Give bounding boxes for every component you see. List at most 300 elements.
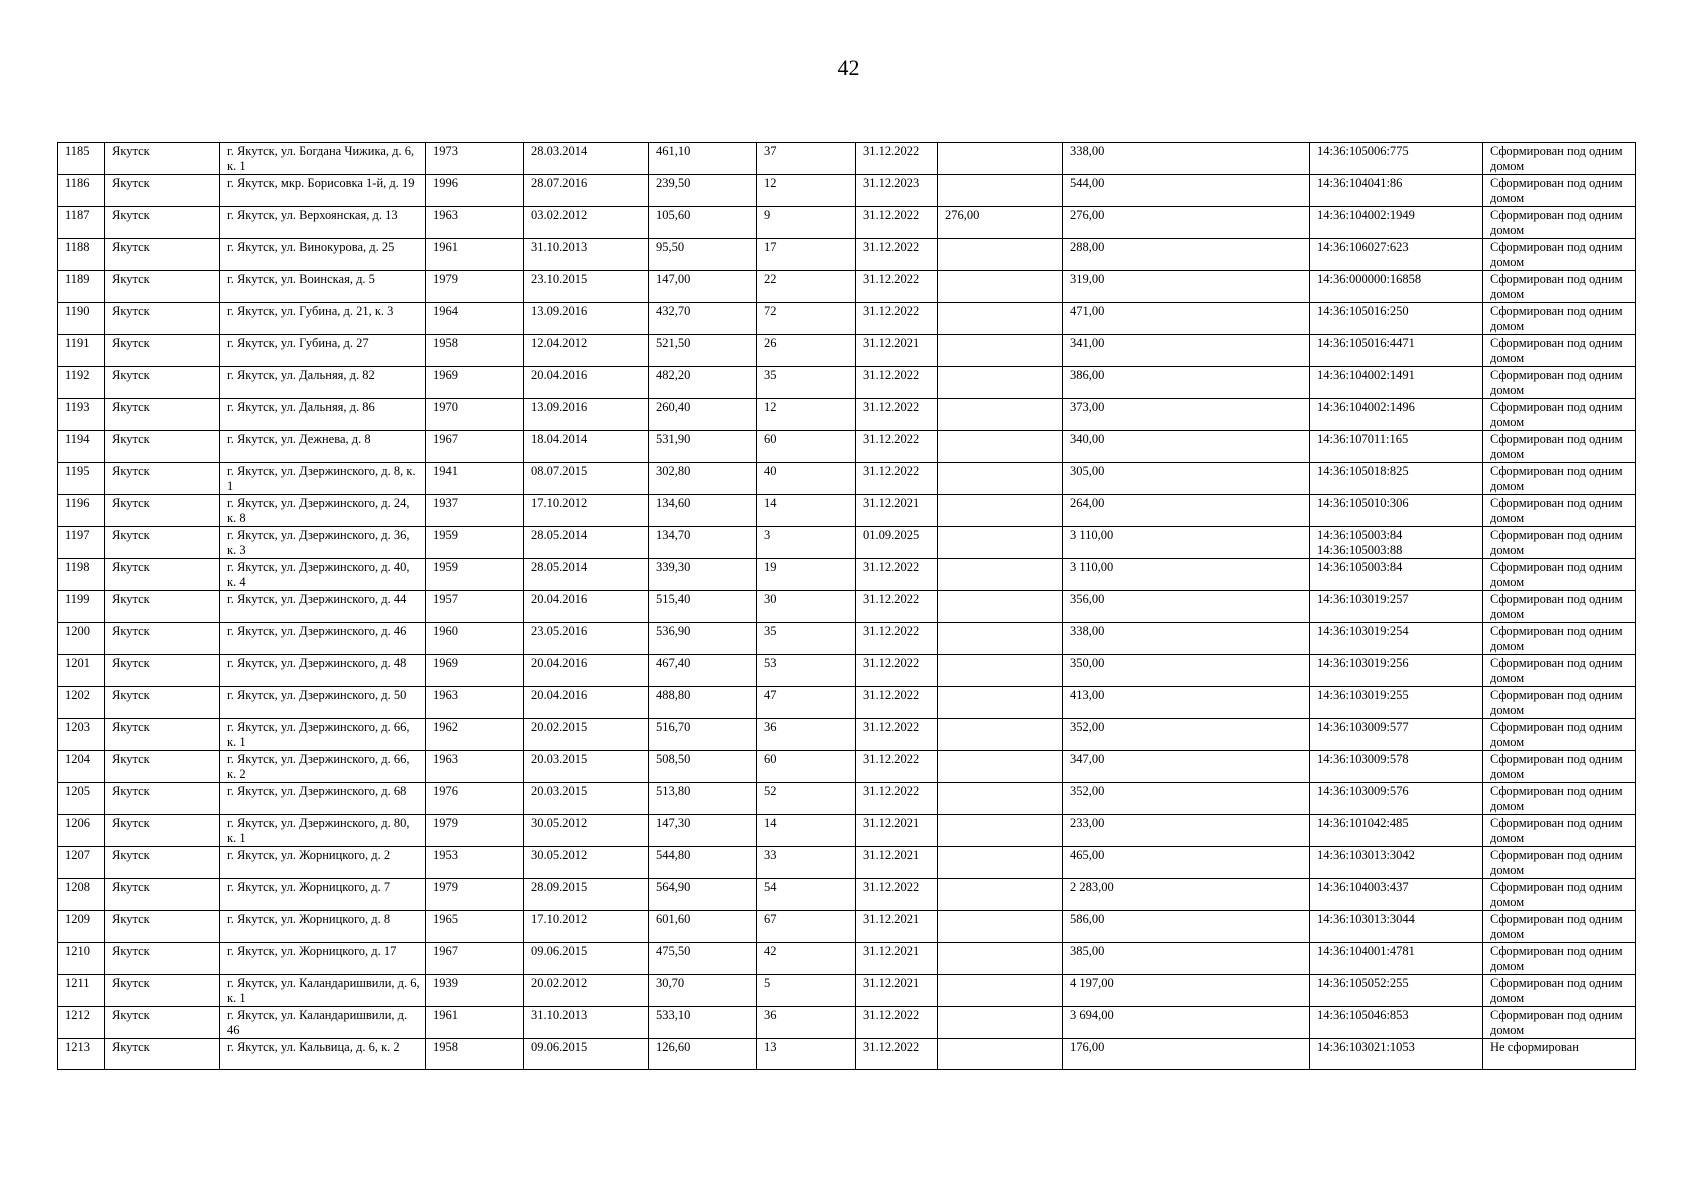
table-row — [58, 591, 1636, 623]
cell-row-number: 1203 — [58, 719, 105, 751]
cell-land-status: Сформирован под одним домом — [1483, 495, 1636, 527]
cell-cadastral-number: 14:36:103019:256 — [1310, 655, 1483, 687]
cell-land-status: Сформирован под одним домом — [1483, 815, 1636, 847]
cell-row-number: 1207 — [58, 847, 105, 879]
cell-land-status: Сформирован под одним домом — [1483, 687, 1636, 719]
cell-cost: 413,00 — [1063, 687, 1310, 719]
cell-row-number: 1198 — [58, 559, 105, 591]
cell-deadline-date: 01.09.2025 — [856, 527, 938, 559]
cell-area: 126,60 — [649, 1039, 757, 1070]
cell-residents: 52 — [757, 783, 856, 815]
cell-address: г. Якутск, ул. Дзержинского, д. 8, к. 1 — [220, 463, 426, 495]
cell-city: Якутск — [105, 527, 220, 559]
cell-cost: 465,00 — [1063, 847, 1310, 879]
cell-survey-date: 08.07.2015 — [524, 463, 649, 495]
cell-land-status: Сформирован под одним домом — [1483, 975, 1636, 1007]
cell-residents: 60 — [757, 431, 856, 463]
cell-extra-value — [938, 527, 1063, 559]
cell-extra-value — [938, 911, 1063, 943]
cell-cadastral-number: 14:36:106027:623 — [1310, 239, 1483, 271]
cell-cost: 3 694,00 — [1063, 1007, 1310, 1039]
cell-address: г. Якутск, ул. Богдана Чижика, д. 6, к. 1 — [220, 143, 426, 175]
cell-city: Якутск — [105, 879, 220, 911]
cell-cadastral-number: 14:36:000000:16858 — [1310, 271, 1483, 303]
table-row — [58, 303, 1636, 335]
cell-city: Якутск — [105, 303, 220, 335]
cell-area: 461,10 — [649, 143, 757, 175]
cell-build-year: 1965 — [426, 911, 524, 943]
cell-survey-date: 20.02.2015 — [524, 719, 649, 751]
cell-row-number: 1197 — [58, 527, 105, 559]
cell-city: Якутск — [105, 399, 220, 431]
cell-deadline-date: 31.12.2022 — [856, 399, 938, 431]
cell-address: г. Якутск, ул. Дзержинского, д. 40, к. 4 — [220, 559, 426, 591]
cell-build-year: 1953 — [426, 847, 524, 879]
cell-land-status: Сформирован под одним домом — [1483, 175, 1636, 207]
cell-address: г. Якутск, ул. Дзержинского, д. 50 — [220, 687, 426, 719]
cell-build-year: 1964 — [426, 303, 524, 335]
cell-row-number: 1205 — [58, 783, 105, 815]
cell-survey-date: 28.05.2014 — [524, 527, 649, 559]
cell-residents: 36 — [757, 1007, 856, 1039]
cell-area: 601,60 — [649, 911, 757, 943]
cell-deadline-date: 31.12.2022 — [856, 559, 938, 591]
cell-cost: 264,00 — [1063, 495, 1310, 527]
cell-build-year: 1939 — [426, 975, 524, 1007]
cell-residents: 47 — [757, 687, 856, 719]
cell-cost: 340,00 — [1063, 431, 1310, 463]
cell-address: г. Якутск, ул. Губина, д. 27 — [220, 335, 426, 367]
table-row — [58, 207, 1636, 239]
cell-cost: 176,00 — [1063, 1039, 1310, 1070]
cell-build-year: 1960 — [426, 623, 524, 655]
cell-build-year: 1959 — [426, 559, 524, 591]
cell-survey-date: 13.09.2016 — [524, 303, 649, 335]
cell-survey-date: 30.05.2012 — [524, 815, 649, 847]
cell-residents: 33 — [757, 847, 856, 879]
cell-extra-value — [938, 591, 1063, 623]
cell-survey-date: 31.10.2013 — [524, 1007, 649, 1039]
cell-residents: 72 — [757, 303, 856, 335]
table-row — [58, 911, 1636, 943]
cell-extra-value — [938, 879, 1063, 911]
cell-cadastral-number: 14:36:105003:84 14:36:105003:88 — [1310, 527, 1483, 559]
cell-deadline-date: 31.12.2021 — [856, 943, 938, 975]
cell-residents: 30 — [757, 591, 856, 623]
cell-build-year: 1996 — [426, 175, 524, 207]
cell-address: г. Якутск, ул. Губина, д. 21, к. 3 — [220, 303, 426, 335]
cell-build-year: 1962 — [426, 719, 524, 751]
cell-area: 564,90 — [649, 879, 757, 911]
cell-residents: 35 — [757, 623, 856, 655]
cell-build-year: 1973 — [426, 143, 524, 175]
cell-address: г. Якутск, ул. Дежнева, д. 8 — [220, 431, 426, 463]
cell-cadastral-number: 14:36:104002:1949 — [1310, 207, 1483, 239]
cell-extra-value — [938, 943, 1063, 975]
cell-survey-date: 09.06.2015 — [524, 1039, 649, 1070]
cell-land-status: Сформирован под одним домом — [1483, 655, 1636, 687]
cell-deadline-date: 31.12.2021 — [856, 815, 938, 847]
cell-city: Якутск — [105, 687, 220, 719]
cell-address: г. Якутск, ул. Дзержинского, д. 48 — [220, 655, 426, 687]
cell-survey-date: 23.10.2015 — [524, 271, 649, 303]
cell-row-number: 1190 — [58, 303, 105, 335]
cell-land-status: Сформирован под одним домом — [1483, 1007, 1636, 1039]
cell-deadline-date: 31.12.2021 — [856, 911, 938, 943]
cell-deadline-date: 31.12.2022 — [856, 655, 938, 687]
cell-residents: 5 — [757, 975, 856, 1007]
cell-row-number: 1200 — [58, 623, 105, 655]
cell-cost: 338,00 — [1063, 143, 1310, 175]
cell-survey-date: 20.04.2016 — [524, 367, 649, 399]
cell-area: 544,80 — [649, 847, 757, 879]
cell-city: Якутск — [105, 751, 220, 783]
cell-land-status: Сформирован под одним домом — [1483, 879, 1636, 911]
cell-deadline-date: 31.12.2022 — [856, 271, 938, 303]
cell-cadastral-number: 14:36:104003:437 — [1310, 879, 1483, 911]
cell-row-number: 1186 — [58, 175, 105, 207]
cell-area: 516,70 — [649, 719, 757, 751]
table-row — [58, 623, 1636, 655]
cell-land-status: Сформирован под одним домом — [1483, 527, 1636, 559]
cell-survey-date: 09.06.2015 — [524, 943, 649, 975]
cell-land-status: Сформирован под одним домом — [1483, 719, 1636, 751]
cell-build-year: 1976 — [426, 783, 524, 815]
table-row — [58, 943, 1636, 975]
cell-deadline-date: 31.12.2023 — [856, 175, 938, 207]
cell-residents: 17 — [757, 239, 856, 271]
cell-land-status: Сформирован под одним домом — [1483, 943, 1636, 975]
cell-residents: 35 — [757, 367, 856, 399]
cell-deadline-date: 31.12.2021 — [856, 847, 938, 879]
cell-city: Якутск — [105, 335, 220, 367]
cell-address: г. Якутск, ул. Жорницкого, д. 2 — [220, 847, 426, 879]
cell-address: г. Якутск, ул. Жорницкого, д. 17 — [220, 943, 426, 975]
cell-city: Якутск — [105, 719, 220, 751]
cell-land-status: Сформирован под одним домом — [1483, 143, 1636, 175]
cell-cadastral-number: 14:36:103013:3044 — [1310, 911, 1483, 943]
cell-residents: 26 — [757, 335, 856, 367]
cell-survey-date: 20.02.2012 — [524, 975, 649, 1007]
cell-cost: 386,00 — [1063, 367, 1310, 399]
cell-area: 533,10 — [649, 1007, 757, 1039]
cell-cost: 319,00 — [1063, 271, 1310, 303]
cell-address: г. Якутск, ул. Кальвица, д. 6, к. 2 — [220, 1039, 426, 1070]
cell-extra-value — [938, 431, 1063, 463]
cell-cadastral-number: 14:36:105018:825 — [1310, 463, 1483, 495]
cell-address: г. Якутск, ул. Дзержинского, д. 24, к. 8 — [220, 495, 426, 527]
cell-extra-value — [938, 687, 1063, 719]
table-row — [58, 431, 1636, 463]
cell-extra-value — [938, 239, 1063, 271]
cell-address: г. Якутск, ул. Дзержинского, д. 46 — [220, 623, 426, 655]
cell-build-year: 1970 — [426, 399, 524, 431]
cell-residents: 42 — [757, 943, 856, 975]
cell-extra-value — [938, 783, 1063, 815]
cell-address: г. Якутск, ул. Дзержинского, д. 68 — [220, 783, 426, 815]
cell-address: г. Якутск, ул. Дзержинского, д. 66, к. 2 — [220, 751, 426, 783]
cell-cadastral-number: 14:36:103019:254 — [1310, 623, 1483, 655]
cell-cost: 3 110,00 — [1063, 559, 1310, 591]
table-row — [58, 975, 1636, 1007]
cell-deadline-date: 31.12.2021 — [856, 975, 938, 1007]
cell-city: Якутск — [105, 271, 220, 303]
cell-cost: 373,00 — [1063, 399, 1310, 431]
cell-row-number: 1201 — [58, 655, 105, 687]
cell-residents: 54 — [757, 879, 856, 911]
table-row — [58, 495, 1636, 527]
cell-address: г. Якутск, ул. Дзержинского, д. 44 — [220, 591, 426, 623]
cell-cadastral-number: 14:36:105010:306 — [1310, 495, 1483, 527]
table-row — [58, 463, 1636, 495]
cell-extra-value — [938, 495, 1063, 527]
cell-cost: 341,00 — [1063, 335, 1310, 367]
table-row — [58, 335, 1636, 367]
table-row — [58, 1007, 1636, 1039]
cell-extra-value: 276,00 — [938, 207, 1063, 239]
cell-address: г. Якутск, ул. Воинская, д. 5 — [220, 271, 426, 303]
cell-build-year: 1969 — [426, 367, 524, 399]
cell-build-year: 1969 — [426, 655, 524, 687]
cell-area: 521,50 — [649, 335, 757, 367]
cell-address: г. Якутск, ул. Верхоянская, д. 13 — [220, 207, 426, 239]
cell-build-year: 1958 — [426, 335, 524, 367]
cell-extra-value — [938, 751, 1063, 783]
cell-extra-value — [938, 559, 1063, 591]
cell-cost: 385,00 — [1063, 943, 1310, 975]
cell-residents: 67 — [757, 911, 856, 943]
cell-city: Якутск — [105, 143, 220, 175]
cell-cadastral-number: 14:36:104001:4781 — [1310, 943, 1483, 975]
cell-address: г. Якутск, ул. Винокурова, д. 25 — [220, 239, 426, 271]
cell-row-number: 1194 — [58, 431, 105, 463]
cell-cadastral-number: 14:36:107011:165 — [1310, 431, 1483, 463]
cell-area: 105,60 — [649, 207, 757, 239]
cell-cadastral-number: 14:36:103009:577 — [1310, 719, 1483, 751]
table-row — [58, 655, 1636, 687]
cell-cost: 544,00 — [1063, 175, 1310, 207]
cell-build-year: 1961 — [426, 1007, 524, 1039]
cell-city: Якутск — [105, 431, 220, 463]
cell-build-year: 1937 — [426, 495, 524, 527]
cell-cadastral-number: 14:36:105016:250 — [1310, 303, 1483, 335]
cell-cost: 586,00 — [1063, 911, 1310, 943]
cell-area: 339,30 — [649, 559, 757, 591]
table-row — [58, 559, 1636, 591]
cell-deadline-date: 31.12.2022 — [856, 463, 938, 495]
cell-area: 482,20 — [649, 367, 757, 399]
cell-residents: 14 — [757, 815, 856, 847]
cell-extra-value — [938, 303, 1063, 335]
cell-city: Якутск — [105, 239, 220, 271]
cell-build-year: 1958 — [426, 1039, 524, 1070]
cell-land-status: Сформирован под одним домом — [1483, 239, 1636, 271]
cell-row-number: 1204 — [58, 751, 105, 783]
cell-city: Якутск — [105, 847, 220, 879]
cell-residents: 12 — [757, 399, 856, 431]
cell-deadline-date: 31.12.2022 — [856, 143, 938, 175]
cell-row-number: 1202 — [58, 687, 105, 719]
cell-build-year: 1963 — [426, 207, 524, 239]
cell-deadline-date: 31.12.2022 — [856, 879, 938, 911]
cell-row-number: 1199 — [58, 591, 105, 623]
cell-build-year: 1963 — [426, 687, 524, 719]
cell-city: Якутск — [105, 975, 220, 1007]
cell-row-number: 1188 — [58, 239, 105, 271]
cell-extra-value — [938, 399, 1063, 431]
cell-extra-value — [938, 975, 1063, 1007]
cell-area: 134,70 — [649, 527, 757, 559]
table-body — [58, 143, 1636, 1070]
cell-cost: 356,00 — [1063, 591, 1310, 623]
cell-survey-date: 03.02.2012 — [524, 207, 649, 239]
cell-residents: 37 — [757, 143, 856, 175]
cell-cadastral-number: 14:36:105006:775 — [1310, 143, 1483, 175]
cell-survey-date: 13.09.2016 — [524, 399, 649, 431]
cell-survey-date: 20.04.2016 — [524, 655, 649, 687]
cell-survey-date: 18.04.2014 — [524, 431, 649, 463]
cell-land-status: Сформирован под одним домом — [1483, 367, 1636, 399]
cell-area: 515,40 — [649, 591, 757, 623]
cell-deadline-date: 31.12.2022 — [856, 431, 938, 463]
cell-residents: 22 — [757, 271, 856, 303]
cell-extra-value — [938, 1007, 1063, 1039]
cell-cadastral-number: 14:36:105046:853 — [1310, 1007, 1483, 1039]
cell-survey-date: 12.04.2012 — [524, 335, 649, 367]
cell-area: 95,50 — [649, 239, 757, 271]
cell-cost: 305,00 — [1063, 463, 1310, 495]
table-row — [58, 879, 1636, 911]
cell-city: Якутск — [105, 623, 220, 655]
cell-cost: 4 197,00 — [1063, 975, 1310, 1007]
cell-survey-date: 20.03.2015 — [524, 783, 649, 815]
cell-row-number: 1211 — [58, 975, 105, 1007]
cell-deadline-date: 31.12.2021 — [856, 495, 938, 527]
cell-residents: 36 — [757, 719, 856, 751]
cell-row-number: 1185 — [58, 143, 105, 175]
cell-area: 467,40 — [649, 655, 757, 687]
cell-area: 488,80 — [649, 687, 757, 719]
cell-cost: 288,00 — [1063, 239, 1310, 271]
cell-extra-value — [938, 623, 1063, 655]
cell-area: 147,00 — [649, 271, 757, 303]
cell-build-year: 1967 — [426, 431, 524, 463]
table-row — [58, 815, 1636, 847]
cell-extra-value — [938, 143, 1063, 175]
table-row — [58, 751, 1636, 783]
cell-deadline-date: 31.12.2022 — [856, 591, 938, 623]
cell-row-number: 1206 — [58, 815, 105, 847]
cell-cadastral-number: 14:36:105052:255 — [1310, 975, 1483, 1007]
cell-city: Якутск — [105, 207, 220, 239]
cell-residents: 9 — [757, 207, 856, 239]
cell-area: 239,50 — [649, 175, 757, 207]
cell-cost: 347,00 — [1063, 751, 1310, 783]
cell-deadline-date: 31.12.2022 — [856, 719, 938, 751]
cell-deadline-date: 31.12.2022 — [856, 783, 938, 815]
cell-deadline-date: 31.12.2022 — [856, 367, 938, 399]
cell-address: г. Якутск, ул. Дзержинского, д. 66, к. 1 — [220, 719, 426, 751]
cell-address: г. Якутск, ул. Дзержинского, д. 36, к. 3 — [220, 527, 426, 559]
cell-deadline-date: 31.12.2022 — [856, 623, 938, 655]
cell-cost: 3 110,00 — [1063, 527, 1310, 559]
cell-land-status: Сформирован под одним домом — [1483, 623, 1636, 655]
cell-cadastral-number: 14:36:103019:255 — [1310, 687, 1483, 719]
cell-residents: 40 — [757, 463, 856, 495]
cell-cost: 2 283,00 — [1063, 879, 1310, 911]
cell-area: 475,50 — [649, 943, 757, 975]
cell-row-number: 1210 — [58, 943, 105, 975]
housing-registry-table — [57, 142, 1636, 1070]
cell-row-number: 1212 — [58, 1007, 105, 1039]
cell-survey-date: 30.05.2012 — [524, 847, 649, 879]
cell-city: Якутск — [105, 175, 220, 207]
cell-cadastral-number: 14:36:104041:86 — [1310, 175, 1483, 207]
cell-cadastral-number: 14:36:105003:84 — [1310, 559, 1483, 591]
table-row — [58, 687, 1636, 719]
cell-land-status: Сформирован под одним домом — [1483, 783, 1636, 815]
cell-land-status: Сформирован под одним домом — [1483, 847, 1636, 879]
cell-area: 531,90 — [649, 431, 757, 463]
table-row — [58, 847, 1636, 879]
cell-address: г. Якутск, ул. Каландаришвили, д. 46 — [220, 1007, 426, 1039]
cell-residents: 14 — [757, 495, 856, 527]
cell-cadastral-number: 14:36:103009:578 — [1310, 751, 1483, 783]
cell-land-status: Сформирован под одним домом — [1483, 335, 1636, 367]
table-row — [58, 239, 1636, 271]
cell-extra-value — [938, 271, 1063, 303]
cell-area: 513,80 — [649, 783, 757, 815]
cell-build-year: 1941 — [426, 463, 524, 495]
cell-land-status: Сформирован под одним домом — [1483, 911, 1636, 943]
cell-city: Якутск — [105, 367, 220, 399]
cell-address: г. Якутск, ул. Жорницкого, д. 7 — [220, 879, 426, 911]
cell-area: 30,70 — [649, 975, 757, 1007]
cell-land-status: Сформирован под одним домом — [1483, 271, 1636, 303]
table-row — [58, 367, 1636, 399]
cell-deadline-date: 31.12.2022 — [856, 687, 938, 719]
table-row — [58, 175, 1636, 207]
cell-extra-value — [938, 367, 1063, 399]
cell-row-number: 1191 — [58, 335, 105, 367]
page-number: 42 — [837, 55, 860, 80]
cell-cost: 471,00 — [1063, 303, 1310, 335]
cell-cost: 352,00 — [1063, 783, 1310, 815]
cell-cost: 276,00 — [1063, 207, 1310, 239]
cell-row-number: 1189 — [58, 271, 105, 303]
cell-area: 536,90 — [649, 623, 757, 655]
cell-land-status: Сформирован под одним домом — [1483, 463, 1636, 495]
cell-city: Якутск — [105, 1007, 220, 1039]
cell-build-year: 1961 — [426, 239, 524, 271]
cell-cost: 338,00 — [1063, 623, 1310, 655]
cell-survey-date: 28.03.2014 — [524, 143, 649, 175]
cell-deadline-date: 31.12.2022 — [856, 239, 938, 271]
cell-cost: 233,00 — [1063, 815, 1310, 847]
cell-survey-date: 20.04.2016 — [524, 687, 649, 719]
cell-cost: 350,00 — [1063, 655, 1310, 687]
cell-row-number: 1193 — [58, 399, 105, 431]
table-row — [58, 1039, 1636, 1070]
cell-row-number: 1192 — [58, 367, 105, 399]
cell-area: 147,30 — [649, 815, 757, 847]
cell-cadastral-number: 14:36:105016:4471 — [1310, 335, 1483, 367]
cell-address: г. Якутск, ул. Дзержинского, д. 80, к. 1 — [220, 815, 426, 847]
table-row — [58, 143, 1636, 175]
cell-deadline-date: 31.12.2021 — [856, 335, 938, 367]
cell-survey-date: 23.05.2016 — [524, 623, 649, 655]
cell-deadline-date: 31.12.2022 — [856, 1039, 938, 1070]
